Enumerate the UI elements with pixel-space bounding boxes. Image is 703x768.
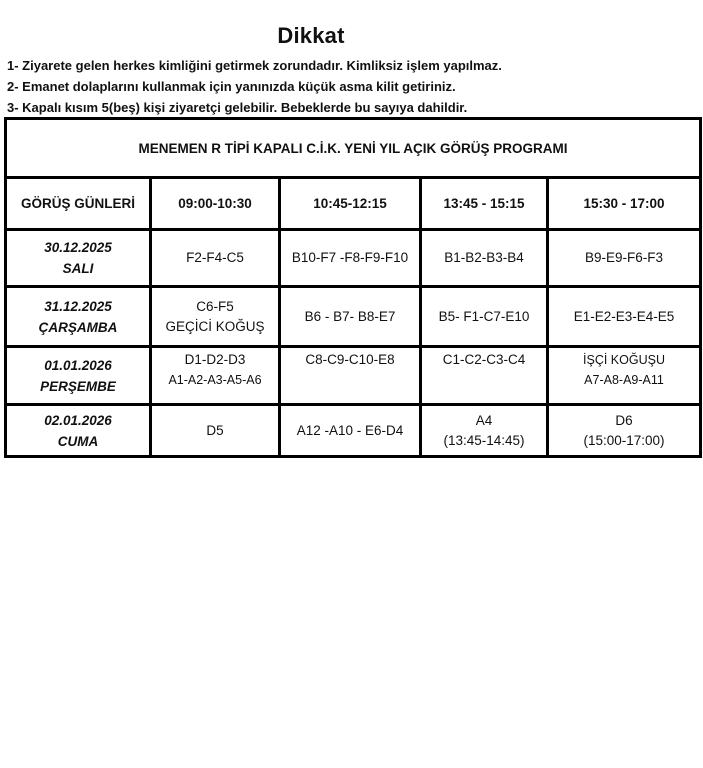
ward-list: E1-E2-E3-E4-E5 [573,308,675,324]
schedule-cell [280,347,421,405]
ward-list: A4 [475,412,493,428]
day-cell [6,287,151,347]
table-row [6,230,701,287]
ward-note: İŞÇİ KOĞUŞU [583,353,665,367]
table-row [6,287,701,347]
schedule-cell [421,347,548,405]
notice-list [7,55,502,118]
ward-list: C1-C2-C3-C4 [442,352,526,367]
schedule-cell [421,287,548,347]
schedule-cell [280,230,421,287]
time-note: (13:45-14:45) [443,432,525,448]
schedule-cell [151,347,280,405]
column-header-slot-1: 09:00-10:30 [151,178,280,230]
schedule-cell [151,287,280,347]
ward-list: B9-E9-F6-F3 [584,250,664,265]
table-caption: MENEMEN R TİPİ KAPALI C.İ.K. YENİ YIL AÇIK GÖRÜŞ PROGRAMI [6,119,701,178]
schedule-cell [548,405,701,457]
weekday-label: CUMA [57,433,99,449]
ward-list: A12 -A10 - E6-D4 [296,422,404,438]
date-label: 30.12.2025 [44,240,112,255]
table-header-row [6,178,701,230]
column-header-days: GÖRÜŞ GÜNLERİ [6,178,151,230]
ward-list: B10-F7 -F8-F9-F10 [291,250,409,265]
day-cell [6,347,151,405]
weekday-label: ÇARŞAMBA [38,319,118,335]
day-cell [6,230,151,287]
notice-item: 1- Ziyarete gelen herkes kimliğini getirmek zorundadır. Kimliksiz işlem yapılmaz. [7,58,502,73]
date-label: 02.01.2026 [44,412,112,428]
schedule-cell [548,347,701,405]
ward-list: D5 [206,422,224,438]
visit-schedule-table [4,117,702,458]
notice-title: Dikkat [277,23,345,48]
column-header-slot-2: 10:45-12:15 [280,178,421,230]
schedule-cell [280,287,421,347]
notice-item: 2- Emanet dolaplarını kullanmak için yanınızda küçük asma kilit getiriniz. [7,79,456,94]
table-row [6,405,701,457]
ward-list: A1-A2-A3-A5-A6 [168,373,262,387]
ward-list: B1-B2-B3-B4 [444,250,524,265]
schedule-cell [280,405,421,457]
ward-list: F2-F4-C5 [186,250,244,265]
schedule-cell [548,287,701,347]
ward-list: D1-D2-D3 [184,352,246,367]
column-header-slot-3: 13:45 - 15:15 [421,178,548,230]
ward-list: C8-C9-C10-E8 [305,352,395,367]
schedule-cell [548,230,701,287]
time-note: (15:00-17:00) [583,432,665,448]
schedule-cell [421,405,548,457]
ward-list: B6 - B7- B8-E7 [304,308,396,324]
schedule-cell [421,230,548,287]
schedule-cell [151,230,280,287]
column-header-slot-4: 15:30 - 17:00 [548,178,701,230]
date-label: 01.01.2026 [44,357,112,373]
weekday-label: PERŞEMBE [40,378,116,394]
ward-list: D6 [615,412,633,428]
ward-list: C6-F5 [196,298,234,314]
notice-item: 3- Kapalı kısım 5(beş) kişi ziyaretçi gelebilir. Bebeklerde bu sayıya dahildir. [7,100,468,115]
ward-list: B5- F1-C7-E10 [438,308,530,324]
day-cell [6,405,151,457]
table-row [6,347,701,405]
ward-note: GEÇİCİ KOĞUŞ [165,318,265,334]
schedule-cell [151,405,280,457]
ward-list: A7-A8-A9-A11 [584,373,664,387]
weekday-label: SALI [62,261,94,276]
date-label: 31.12.2025 [44,298,112,314]
